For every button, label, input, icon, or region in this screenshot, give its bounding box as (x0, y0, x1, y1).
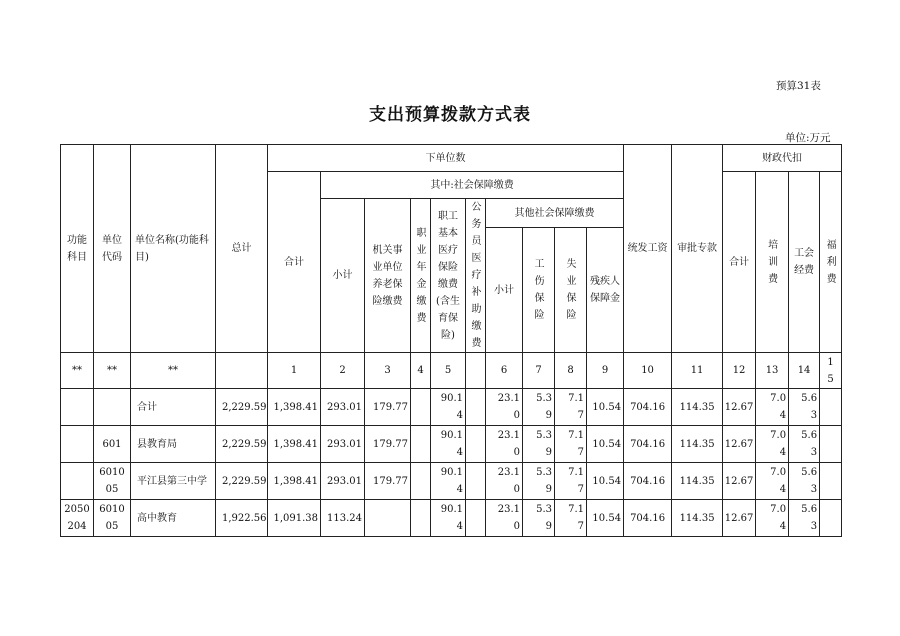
cell-subtotal: 293.01 (321, 389, 365, 426)
header-social-insurance: 其中:社会保障缴费 (321, 172, 624, 199)
index-cell (216, 353, 268, 389)
header-special-approval: 审批专款 (672, 145, 723, 353)
header-civil-medical: 公务员医疗补助缴费 (466, 199, 486, 353)
header-pension: 机关事业单位养老保险缴费 (365, 199, 411, 353)
cell-union: 5.63 (789, 426, 820, 463)
table-number: 预算31表 (776, 80, 821, 92)
cell-civil (466, 463, 486, 500)
cell-special: 114.35 (672, 463, 723, 500)
cell-salary: 704.16 (624, 463, 672, 500)
index-cell: 2 (321, 353, 365, 389)
cell-welfare (820, 426, 842, 463)
index-cell: 12 (723, 353, 756, 389)
cell-sum: 1,091.38 (268, 500, 321, 537)
cell-unemployment: 7.17 (555, 500, 587, 537)
table-row (61, 389, 842, 426)
cell-welfare (820, 500, 842, 537)
cell-training: 7.04 (756, 389, 789, 426)
cell-annuity (411, 463, 431, 500)
table-row (61, 426, 842, 463)
cell-sum: 1,398.41 (268, 463, 321, 500)
header-func-subject: 功能科目 (61, 145, 94, 353)
cell-training: 7.04 (756, 426, 789, 463)
cell-injury: 5.39 (523, 500, 555, 537)
cell-salary: 704.16 (624, 389, 672, 426)
header-fiscal-total: 合计 (723, 172, 756, 353)
cell-salary: 704.16 (624, 426, 672, 463)
cell-func (61, 463, 94, 500)
index-cell (466, 353, 486, 389)
cell-pension: 179.77 (365, 426, 411, 463)
cell-other-subtotal: 23.10 (486, 426, 523, 463)
cell-special: 114.35 (672, 426, 723, 463)
cell-fiscal-total: 12.67 (723, 426, 756, 463)
cell-training: 7.04 (756, 463, 789, 500)
header-subtotal: 小计 (321, 199, 365, 353)
header-total: 总计 (216, 145, 268, 353)
header-other-social: 其他社会保障缴费 (486, 199, 624, 228)
header-other-subtotal: 小计 (486, 228, 523, 353)
index-cell: 9 (587, 353, 624, 389)
cell-total: 2,229.59 (216, 463, 268, 500)
cell-disability: 10.54 (587, 426, 624, 463)
index-cell: ** (131, 353, 216, 389)
cell-subtotal: 293.01 (321, 463, 365, 500)
index-cell: 15 (820, 353, 842, 389)
page-title: 支出预算拨款方式表 (369, 105, 531, 125)
cell-welfare (820, 389, 842, 426)
cell-injury: 5.39 (523, 426, 555, 463)
cell-annuity (411, 426, 431, 463)
cell-code: 601005 (94, 500, 131, 537)
cell-fiscal-total: 12.67 (723, 500, 756, 537)
cell-pension (365, 500, 411, 537)
cell-fiscal-total: 12.67 (723, 389, 756, 426)
index-cell: 3 (365, 353, 411, 389)
index-cell: 14 (789, 353, 820, 389)
cell-union: 5.63 (789, 463, 820, 500)
cell-func (61, 389, 94, 426)
index-cell: 4 (411, 353, 431, 389)
cell-civil (466, 389, 486, 426)
cell-fiscal-total: 12.67 (723, 463, 756, 500)
cell-other-subtotal: 23.10 (486, 463, 523, 500)
cell-disability: 10.54 (587, 500, 624, 537)
header-unit-name: 单位名称(功能科目) (131, 145, 216, 353)
cell-name: 合计 (131, 389, 216, 426)
cell-union: 5.63 (789, 500, 820, 537)
cell-medical: 90.14 (431, 426, 466, 463)
header-training: 培训费 (756, 172, 789, 353)
cell-annuity (411, 389, 431, 426)
cell-total: 2,229.59 (216, 426, 268, 463)
cell-medical: 90.14 (431, 500, 466, 537)
cell-pension: 179.77 (365, 389, 411, 426)
header-injury: 工伤保险 (523, 228, 555, 353)
cell-other-subtotal: 23.10 (486, 389, 523, 426)
cell-training: 7.04 (756, 500, 789, 537)
cell-name: 县教育局 (131, 426, 216, 463)
header-medical: 职工基本医疗保险缴费(含生育保险) (431, 199, 466, 353)
cell-func: 2050204 (61, 500, 94, 537)
cell-code: 601005 (94, 463, 131, 500)
cell-sum: 1,398.41 (268, 426, 321, 463)
cell-subtotal: 113.24 (321, 500, 365, 537)
cell-special: 114.35 (672, 500, 723, 537)
cell-code (94, 389, 131, 426)
cell-unemployment: 7.17 (555, 389, 587, 426)
index-cell: ** (94, 353, 131, 389)
cell-union: 5.63 (789, 389, 820, 426)
cell-other-subtotal: 23.10 (486, 500, 523, 537)
header-welfare: 福利费 (820, 172, 842, 353)
header-annuity: 职业年金缴费 (411, 199, 431, 353)
index-cell: 1 (268, 353, 321, 389)
index-cell: 5 (431, 353, 466, 389)
cell-annuity (411, 500, 431, 537)
cell-total: 1,922.56 (216, 500, 268, 537)
header-fiscal-deduct: 财政代扣 (723, 145, 842, 172)
cell-disability: 10.54 (587, 389, 624, 426)
index-cell: 10 (624, 353, 672, 389)
index-row (61, 353, 842, 389)
budget-table (60, 144, 842, 537)
index-cell: 8 (555, 353, 587, 389)
cell-name: 平江县第三中学 (131, 463, 216, 500)
cell-code: 601 (94, 426, 131, 463)
cell-medical: 90.14 (431, 389, 466, 426)
index-cell: 6 (486, 353, 523, 389)
cell-welfare (820, 463, 842, 500)
cell-medical: 90.14 (431, 463, 466, 500)
cell-unemployment: 7.17 (555, 426, 587, 463)
cell-injury: 5.39 (523, 463, 555, 500)
cell-salary: 704.16 (624, 500, 672, 537)
cell-subtotal: 293.01 (321, 426, 365, 463)
cell-pension: 179.77 (365, 463, 411, 500)
cell-civil (466, 426, 486, 463)
unit-label: 单位:万元 (785, 132, 831, 144)
cell-total: 2,229.59 (216, 389, 268, 426)
table-row (61, 463, 842, 500)
cell-func (61, 426, 94, 463)
index-cell: 7 (523, 353, 555, 389)
header-disability: 残疾人保障金 (587, 228, 624, 353)
header-sum: 合计 (268, 172, 321, 353)
index-cell: 11 (672, 353, 723, 389)
header-unified-salary: 统发工资 (624, 145, 672, 353)
cell-disability: 10.54 (587, 463, 624, 500)
table-row (61, 500, 842, 537)
cell-sum: 1,398.41 (268, 389, 321, 426)
cell-unemployment: 7.17 (555, 463, 587, 500)
index-cell: ** (61, 353, 94, 389)
cell-special: 114.35 (672, 389, 723, 426)
cell-injury: 5.39 (523, 389, 555, 426)
header-union-fee: 工会经费 (789, 172, 820, 353)
cell-name: 高中教育 (131, 500, 216, 537)
header-unit-code: 单位代码 (94, 145, 131, 353)
header-lower-unit: 下单位数 (268, 145, 624, 172)
cell-civil (466, 500, 486, 537)
index-cell: 13 (756, 353, 789, 389)
header-unemployment: 失业保险 (555, 228, 587, 353)
